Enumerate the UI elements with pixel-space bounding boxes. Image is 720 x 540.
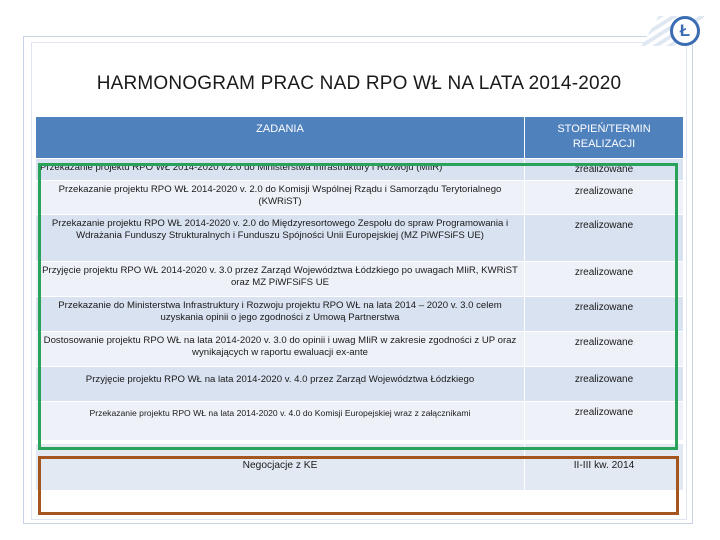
status-cell: zrealizowane [525, 261, 684, 296]
status-cell: II-III kw. 2014 [525, 443, 684, 490]
header-tasks: ZADANIA [36, 117, 525, 159]
status-cell: zrealizowane [525, 296, 684, 331]
table-row [36, 401, 684, 440]
task-cell: Przekazanie projektu RPO WŁ 2014-2020 v.2.0 do Ministerstwa Infrastruktury i Rozwoju (MIiR) [36, 159, 525, 181]
region-logo-icon: Ł [670, 16, 700, 46]
task-cell: Przekazanie do Ministerstwa Infrastruktury i Rozwoju projektu RPO WŁ na lata 2014 – 2020 v. 3.0 celem uzyskania opinii o jego zgodności z Umową Partnerstwa [36, 296, 525, 331]
table-header-row [36, 117, 684, 159]
task-cell: Przyjęcie projektu RPO WŁ 2014-2020 v. 3.0 przez Zarząd Województwa Łódzkiego po uwagach MIiR, KWRiST oraz MZ PiWFSiFS UE [36, 261, 525, 296]
schedule-table [35, 116, 684, 491]
table-row [36, 366, 684, 401]
task-cell: Przekazanie projektu RPO WŁ 2014-2020 v. 2.0 do Międzyresortowego Zespołu do spraw Programowania i Wdrażania Funduszy Strukturalnych i Funduszu Spójności Unii Europejskiej (MZ PiWFSiFS UE) [36, 214, 525, 261]
table-row [36, 331, 684, 366]
status-cell: zrealizowane [525, 180, 684, 214]
table-row [36, 296, 684, 331]
task-cell: Przekazanie projektu RPO WŁ na lata 2014-2020 v. 4.0 do Komisji Europejskiej wraz z załącznikami [36, 401, 525, 440]
task-cell: Przyjęcie projektu RPO WŁ na lata 2014-2020 v. 4.0 przez Zarząd Województwa Łódzkiego [36, 366, 525, 401]
table-row [36, 214, 684, 261]
status-cell: zrealizowane [525, 366, 684, 401]
task-cell: Przekazanie projektu RPO WŁ 2014-2020 v. 2.0 do Komisji Wspólnej Rządu i Samorządu Terytorialnego (KWRiST) [36, 180, 525, 214]
header-status: STOPIEŃ/TERMIN REALIZACJI [525, 117, 684, 159]
page-title: HARMONOGRAM PRAC NAD RPO WŁ NA LATA 2014-2020 [96, 73, 622, 94]
table-row-negotiations [36, 443, 684, 490]
table-row [36, 261, 684, 296]
task-cell: Dostosowanie projektu RPO WŁ na lata 2014-2020 v. 3.0 do opinii i uwag MIiR w zakresie zgodności z UP oraz wynikających w raportu ewaluacji ex-ante [36, 331, 525, 366]
table-row [36, 159, 684, 181]
task-cell: Negocjacje z KE [36, 443, 525, 490]
status-cell: zrealizowane [525, 159, 684, 181]
status-cell: zrealizowane [525, 214, 684, 261]
table-row [36, 180, 684, 214]
status-cell: zrealizowane [525, 401, 684, 440]
status-cell: zrealizowane [525, 331, 684, 366]
